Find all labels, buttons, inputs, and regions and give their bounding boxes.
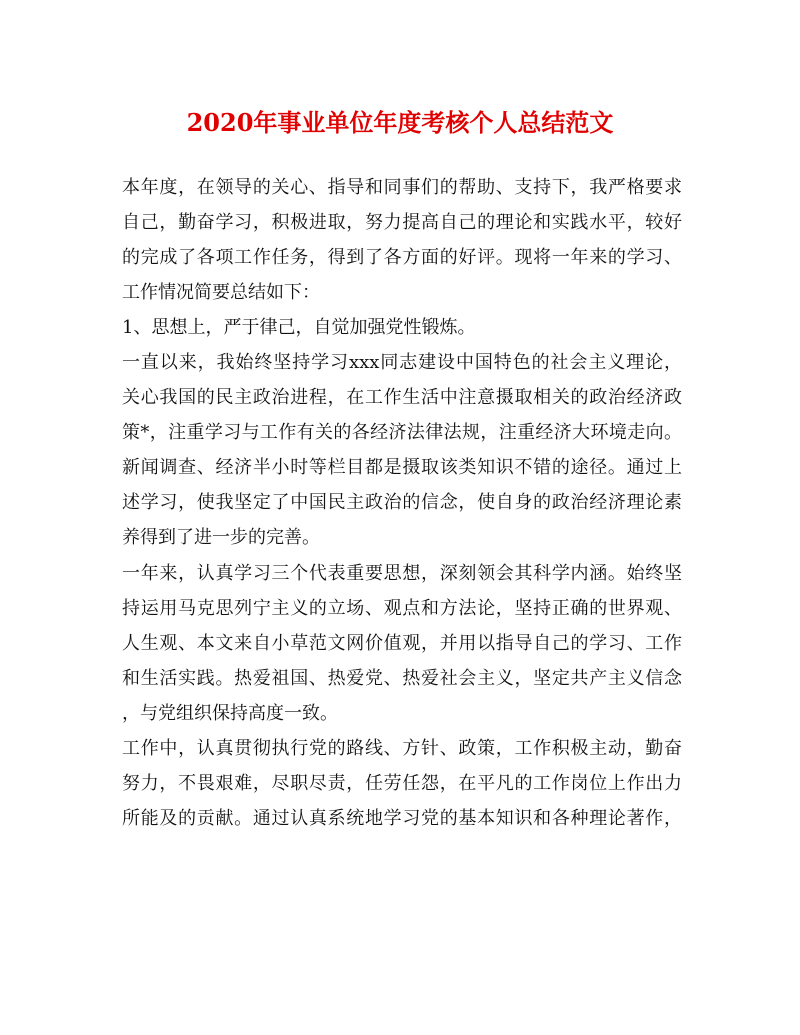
body-line: 自己，勤奋学习，积极进取，努力提高自己的理论和实践水平，较好 xyxy=(122,212,682,233)
body-line: 述学习，使我坚定了中国民主政治的信念，使自身的政治经济理论素 xyxy=(122,492,682,513)
body-line: 努力，不畏艰难，尽职尽责，任劳任怨，在平凡的工作岗位上作出力 xyxy=(122,773,682,794)
body-line: 的完成了各项工作任务，得到了各方面的好评。现将一年来的学习、 xyxy=(122,247,682,268)
body-line: 持运用马克思列宁主义的立场、观点和方法论，坚持正确的世界观、 xyxy=(122,598,682,619)
body-line: 工作中，认真贯彻执行党的路线、方针、政策，工作积极主动，勤奋 xyxy=(122,738,682,759)
body-line: 养得到了进一步的完善。 xyxy=(122,527,320,548)
body-line: ，与党组织保持高度一致。 xyxy=(122,703,338,724)
body-line: 本年度，在领导的关心、指导和同事们的帮助、支持下，我严格要求 xyxy=(122,177,682,198)
document-title: 2020年事业单位年度考核个人总结范文 xyxy=(186,108,614,137)
body-line: 和生活实践。热爱祖国、热爱党、热爱社会主义，坚定共产主义信念 xyxy=(122,668,682,689)
body-line: 一年来，认真学习三个代表重要思想，深刻领会其科学内涵。始终坚 xyxy=(122,563,682,584)
body-line: 所能及的贡献。通过认真系统地学习党的基本知识和各种理论著作， xyxy=(122,808,682,829)
body-line: 新闻调查、经济半小时等栏目都是摄取该类知识不错的途径。通过上 xyxy=(122,457,682,478)
body-line: 策*，注重学习与工作有关的各经济法律法规，注重经济大环境走向。 xyxy=(122,422,682,443)
section-heading: 1、思想上，严于律己，自觉加强党性锻炼。 xyxy=(122,317,476,338)
body-line: 人生观、本文来自小草范文网价值观，并用以指导自己的学习、工作 xyxy=(122,633,682,654)
body-line: 一直以来，我始终坚持学习xxx同志建设中国特色的社会主义理论， xyxy=(122,352,682,373)
body-line: 关心我国的民主政治进程，在工作生活中注意摄取相关的政治经济政 xyxy=(122,387,682,408)
body-line: 工作情况简要总结如下： xyxy=(122,282,320,303)
